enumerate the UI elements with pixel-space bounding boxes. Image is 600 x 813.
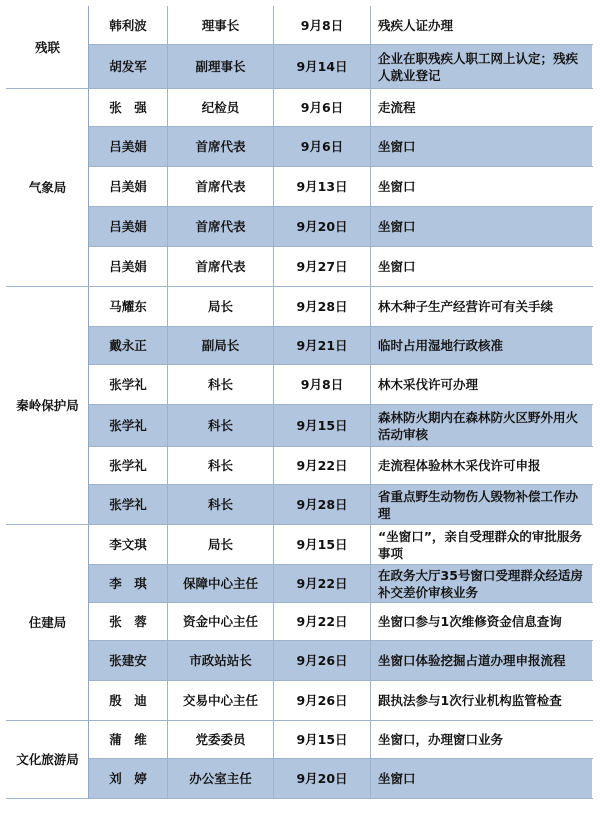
- date-cell: 9月28日: [274, 485, 371, 525]
- task-cell: 坐窗口: [371, 127, 593, 167]
- task-cell: 坐窗口: [371, 207, 593, 247]
- date-cell: 9月27日: [274, 247, 371, 287]
- title-cell: 局长: [168, 287, 274, 327]
- title-cell: 办公室主任: [168, 759, 274, 799]
- name-cell: 张 蓉: [89, 603, 168, 641]
- task-cell: 坐窗口参与1次维修资金信息查询: [371, 603, 593, 641]
- task-cell: 走流程: [371, 89, 593, 127]
- name-cell: 韩利波: [89, 7, 168, 45]
- name-cell: 李 琪: [89, 565, 168, 603]
- table-row: [7, 721, 593, 759]
- task-cell: “坐窗口”，亲自受理群众的审批服务事项: [371, 525, 593, 565]
- date-cell: 9月13日: [274, 167, 371, 207]
- table-row: [7, 247, 593, 287]
- name-cell: 戴永正: [89, 327, 168, 365]
- title-cell: 理事长: [168, 7, 274, 45]
- table-row: [7, 7, 593, 45]
- task-cell: 在政务大厅35号窗口受理群众经适房补交差价审核业务: [371, 565, 593, 603]
- name-cell: 胡发军: [89, 45, 168, 89]
- task-cell: 林木种子生产经营许可有关手续: [371, 287, 593, 327]
- schedule-table: [6, 6, 593, 799]
- name-cell: 吕美娟: [89, 127, 168, 167]
- table-row: [7, 485, 593, 525]
- date-cell: 9月20日: [274, 207, 371, 247]
- title-cell: 党委委员: [168, 721, 274, 759]
- name-cell: 张学礼: [89, 447, 168, 485]
- name-cell: 李文琪: [89, 525, 168, 565]
- department-cell: 秦岭保护局: [7, 287, 89, 525]
- table-row: [7, 89, 593, 127]
- task-cell: 省重点野生动物伤人毁物补偿工作办理: [371, 485, 593, 525]
- name-cell: 殷 迪: [89, 681, 168, 721]
- table-row: [7, 127, 593, 167]
- schedule-body: [7, 7, 593, 799]
- name-cell: 刘 婷: [89, 759, 168, 799]
- title-cell: 纪检员: [168, 89, 274, 127]
- title-cell: 科长: [168, 365, 274, 405]
- table-row: [7, 525, 593, 565]
- date-cell: 9月26日: [274, 681, 371, 721]
- table-row: [7, 327, 593, 365]
- date-cell: 9月28日: [274, 287, 371, 327]
- table-row: [7, 405, 593, 447]
- date-cell: 9月22日: [274, 603, 371, 641]
- table-row: [7, 641, 593, 681]
- name-cell: 蒲 维: [89, 721, 168, 759]
- table-row: [7, 287, 593, 327]
- date-cell: 9月26日: [274, 641, 371, 681]
- department-cell: 文化旅游局: [7, 721, 89, 799]
- title-cell: 首席代表: [168, 167, 274, 207]
- department-cell: 气象局: [7, 89, 89, 287]
- task-cell: 坐窗口，办理窗口业务: [371, 721, 593, 759]
- table-row: [7, 167, 593, 207]
- title-cell: 首席代表: [168, 207, 274, 247]
- date-cell: 9月20日: [274, 759, 371, 799]
- table-row: [7, 207, 593, 247]
- task-cell: 残疾人证办理: [371, 7, 593, 45]
- title-cell: 首席代表: [168, 247, 274, 287]
- date-cell: 9月15日: [274, 721, 371, 759]
- task-cell: 坐窗口: [371, 759, 593, 799]
- table-row: [7, 365, 593, 405]
- task-cell: 跟执法参与1次行业机构监管检查: [371, 681, 593, 721]
- task-cell: 森林防火期内在森林防火区野外用火活动审核: [371, 405, 593, 447]
- name-cell: 张学礼: [89, 485, 168, 525]
- name-cell: 张 强: [89, 89, 168, 127]
- task-cell: 坐窗口: [371, 247, 593, 287]
- title-cell: 首席代表: [168, 127, 274, 167]
- title-cell: 资金中心主任: [168, 603, 274, 641]
- name-cell: 吕美娟: [89, 247, 168, 287]
- task-cell: 临时占用湿地行政核准: [371, 327, 593, 365]
- task-cell: 坐窗口体验挖掘占道办理申报流程: [371, 641, 593, 681]
- table-row: [7, 447, 593, 485]
- name-cell: 张学礼: [89, 405, 168, 447]
- name-cell: 张学礼: [89, 365, 168, 405]
- task-cell: 林木采伐许可办理: [371, 365, 593, 405]
- title-cell: 副理事长: [168, 45, 274, 89]
- date-cell: 9月15日: [274, 405, 371, 447]
- date-cell: 9月15日: [274, 525, 371, 565]
- title-cell: 科长: [168, 485, 274, 525]
- task-cell: 坐窗口: [371, 167, 593, 207]
- date-cell: 9月6日: [274, 89, 371, 127]
- date-cell: 9月14日: [274, 45, 371, 89]
- table-row: [7, 45, 593, 89]
- task-cell: 企业在职残疾人职工网上认定；残疾人就业登记: [371, 45, 593, 89]
- title-cell: 市政站站长: [168, 641, 274, 681]
- title-cell: 副局长: [168, 327, 274, 365]
- title-cell: 局长: [168, 525, 274, 565]
- date-cell: 9月21日: [274, 327, 371, 365]
- table-row: [7, 565, 593, 603]
- table-row: [7, 603, 593, 641]
- name-cell: 吕美娟: [89, 167, 168, 207]
- title-cell: 交易中心主任: [168, 681, 274, 721]
- table-row: [7, 681, 593, 721]
- table-row: [7, 759, 593, 799]
- name-cell: 张建安: [89, 641, 168, 681]
- date-cell: 9月6日: [274, 127, 371, 167]
- date-cell: 9月8日: [274, 7, 371, 45]
- name-cell: 马耀东: [89, 287, 168, 327]
- title-cell: 科长: [168, 405, 274, 447]
- date-cell: 9月22日: [274, 447, 371, 485]
- title-cell: 科长: [168, 447, 274, 485]
- department-cell: 住建局: [7, 525, 89, 721]
- date-cell: 9月22日: [274, 565, 371, 603]
- department-cell: 残联: [7, 7, 89, 89]
- date-cell: 9月8日: [274, 365, 371, 405]
- name-cell: 吕美娟: [89, 207, 168, 247]
- task-cell: 走流程体验林木采伐许可申报: [371, 447, 593, 485]
- title-cell: 保障中心主任: [168, 565, 274, 603]
